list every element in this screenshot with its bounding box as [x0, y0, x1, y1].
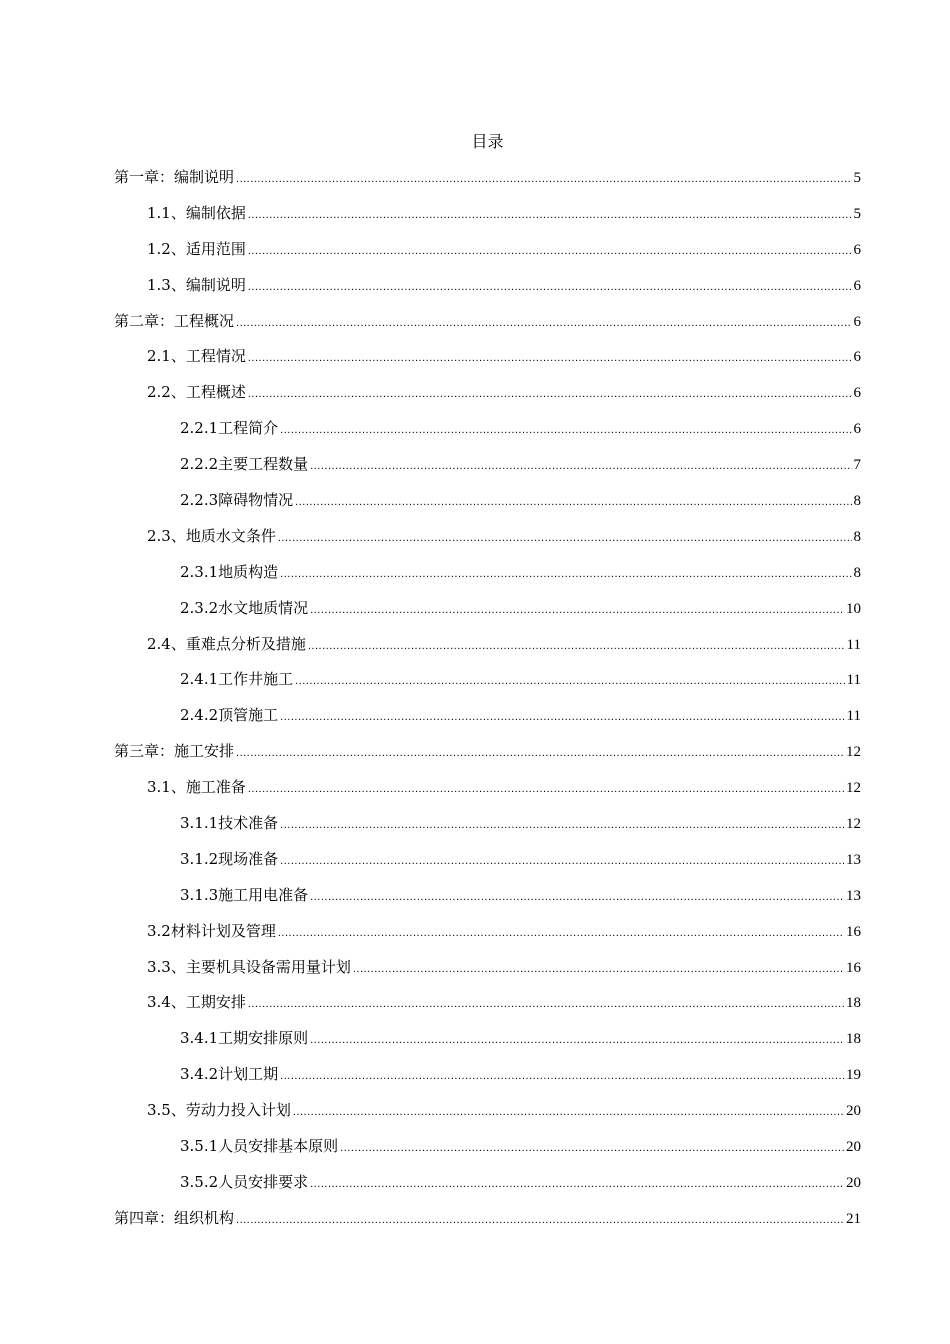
toc-entry[interactable]: [114, 740, 861, 776]
toc-entry-page-number: 13: [846, 887, 861, 904]
toc-dot-leader: [248, 783, 844, 795]
toc-entry-page-number: 11: [846, 708, 861, 725]
toc-entry-page-number: 5: [853, 205, 861, 222]
toc-entry[interactable]: [114, 633, 861, 669]
toc-entry-label: 1.3、编制说明: [147, 275, 246, 294]
toc-dot-leader: [295, 496, 851, 508]
toc-entry[interactable]: [114, 417, 861, 453]
toc-entry-label: 2.4、重难点分析及措施: [147, 634, 306, 653]
toc-entry-page-number: 10: [846, 600, 861, 617]
toc-entry[interactable]: [114, 848, 861, 884]
toc-entry-page-number: 6: [853, 313, 861, 330]
toc-entry-label: 2.3.1地质构造: [180, 562, 279, 581]
toc-entry-label: 2.2.3障碍物情况: [180, 491, 294, 510]
toc-entry[interactable]: [114, 991, 861, 1027]
toc-entry[interactable]: [114, 704, 861, 740]
toc-entry-page-number: 13: [846, 851, 861, 868]
toc-entry-page-number: 20: [846, 1174, 861, 1191]
toc-entry-label: 3.3、主要机具设备需用量计划: [147, 957, 351, 976]
toc-dot-leader: [236, 747, 844, 759]
toc-entry-label: 3.5.2人员安排要求: [180, 1172, 309, 1191]
toc-entry-page-number: 8: [853, 528, 861, 545]
toc-dot-leader: [236, 1214, 844, 1226]
toc-dot-leader: [280, 855, 844, 867]
toc-dot-leader: [308, 640, 845, 652]
toc-entry-page-number: 12: [846, 780, 861, 797]
toc-entry-page-number: 6: [853, 421, 861, 438]
toc-entry[interactable]: [114, 166, 861, 202]
toc-entry-label: 1.1、编制依据: [147, 203, 246, 222]
toc-dot-leader: [278, 532, 852, 544]
toc-entry[interactable]: [114, 1135, 861, 1171]
toc-entry[interactable]: [114, 274, 861, 310]
toc-entry-page-number: 6: [853, 349, 861, 366]
toc-entry[interactable]: [114, 381, 861, 417]
toc-dot-leader: [310, 604, 844, 616]
toc-entry-label: 3.5.1人员安排基本原则: [180, 1137, 339, 1156]
toc-entry[interactable]: [114, 776, 861, 812]
toc-entry-label: 2.4.2顶管施工: [180, 706, 279, 725]
toc-entry[interactable]: [114, 1027, 861, 1063]
toc-entry[interactable]: [114, 202, 861, 238]
toc-entry-label: 3.4.2计划工期: [180, 1065, 279, 1084]
toc-entry-page-number: 11: [846, 636, 861, 653]
toc-entry-page-number: 8: [853, 564, 861, 581]
toc-entry-page-number: 18: [846, 1031, 861, 1048]
toc-dot-leader: [248, 245, 852, 257]
toc-entry-page-number: 19: [846, 1067, 861, 1084]
toc-entry-page-number: 6: [853, 385, 861, 402]
toc-entry-label: 3.1.1技术准备: [180, 814, 279, 833]
toc-entry-label: 3.1、施工准备: [147, 778, 246, 797]
toc-entry[interactable]: [114, 525, 861, 561]
toc-entry[interactable]: [114, 1171, 861, 1207]
toc-entry-page-number: 20: [846, 1139, 861, 1156]
toc-entry-label: 第四章：组织机构: [114, 1208, 235, 1227]
toc-dot-leader: [280, 568, 851, 580]
toc-entry[interactable]: [114, 561, 861, 597]
toc-dot-leader: [248, 998, 844, 1010]
toc-dot-leader: [310, 460, 851, 472]
toc-dot-leader: [310, 891, 844, 903]
toc-dot-leader: [353, 963, 844, 975]
toc-entry-label: 2.3、地质水文条件: [147, 526, 276, 545]
toc-entry-page-number: 5: [853, 170, 861, 186]
toc-entry-page-number: 16: [846, 923, 861, 940]
toc-entry-page-number: 8: [853, 493, 861, 510]
toc-dot-leader: [236, 317, 851, 329]
toc-dot-leader: [278, 927, 844, 939]
toc-entry[interactable]: [114, 1207, 861, 1243]
toc-dot-leader: [295, 675, 844, 687]
toc-entry[interactable]: [114, 668, 861, 704]
toc-entry-label: 第三章：施工安排: [114, 742, 235, 761]
toc-entry-page-number: 18: [846, 995, 861, 1012]
toc-entry-label: 2.2.1工程简介: [180, 419, 279, 438]
toc-dot-leader: [310, 1034, 844, 1046]
toc-entry-label: 3.2材料计划及管理: [147, 921, 276, 940]
toc-entry-label: 3.4、工期安排: [147, 993, 246, 1012]
toc-entry[interactable]: [114, 920, 861, 956]
toc-entry-label: 第二章：工程概况: [114, 311, 235, 330]
toc-entry-page-number: 11: [846, 672, 861, 689]
toc-dot-leader: [236, 173, 851, 185]
toc-entry-page-number: 6: [853, 277, 861, 294]
toc-dot-leader: [280, 1070, 844, 1082]
toc-dot-leader: [280, 711, 844, 723]
toc-dot-leader: [248, 352, 852, 364]
toc-dot-leader: [280, 424, 851, 436]
toc-entry[interactable]: [114, 884, 861, 920]
toc-title: 目录: [471, 132, 504, 151]
toc-entry-label: 1.2、适用范围: [147, 239, 246, 258]
toc-entry-page-number: 16: [846, 959, 861, 976]
toc-entry-page-number: 12: [846, 816, 861, 833]
toc-entry-page-number: 21: [846, 1210, 861, 1227]
toc-dot-leader: [293, 1106, 844, 1118]
toc-entry-label: 2.2、工程概述: [147, 383, 246, 402]
toc-dot-leader: [280, 819, 844, 831]
toc-entry[interactable]: [114, 812, 861, 848]
toc-entry-label: 第一章：编制说明: [114, 168, 235, 186]
toc-entry[interactable]: [114, 310, 861, 346]
toc-entry-label: 3.4.1工期安排原则: [180, 1029, 309, 1048]
toc-entry[interactable]: [114, 489, 861, 525]
toc-entry[interactable]: [114, 1099, 861, 1135]
toc-dot-leader: [248, 209, 852, 221]
toc-entry[interactable]: [114, 453, 861, 489]
toc-entry-page-number: 20: [846, 1103, 861, 1120]
toc-entry[interactable]: [114, 345, 861, 381]
toc-entry-label: 3.1.3施工用电准备: [180, 885, 309, 904]
toc-dot-leader: [310, 1178, 844, 1190]
toc-entry[interactable]: [114, 956, 861, 992]
toc-dot-leader: [340, 1142, 844, 1154]
toc-entry-page-number: 6: [853, 241, 861, 258]
toc-entry-label: 3.1.2现场准备: [180, 849, 279, 868]
toc-dot-leader: [248, 281, 852, 293]
toc-entry-label: 2.2.2主要工程数量: [180, 455, 309, 474]
toc-list: [114, 166, 861, 1243]
toc-entry-label: 2.4.1工作井施工: [180, 670, 294, 689]
toc-dot-leader: [248, 388, 852, 400]
toc-entry[interactable]: [114, 238, 861, 274]
toc-entry-label: 3.5、劳动力投入计划: [147, 1101, 291, 1120]
toc-entry[interactable]: [114, 1063, 861, 1099]
toc-entry-label: 2.1、工程情况: [147, 347, 246, 366]
toc-entry-page-number: 12: [846, 744, 861, 761]
toc-entry[interactable]: [114, 597, 861, 633]
toc-entry-label: 2.3.2水文地质情况: [180, 598, 309, 617]
toc-entry-page-number: 7: [853, 457, 861, 474]
